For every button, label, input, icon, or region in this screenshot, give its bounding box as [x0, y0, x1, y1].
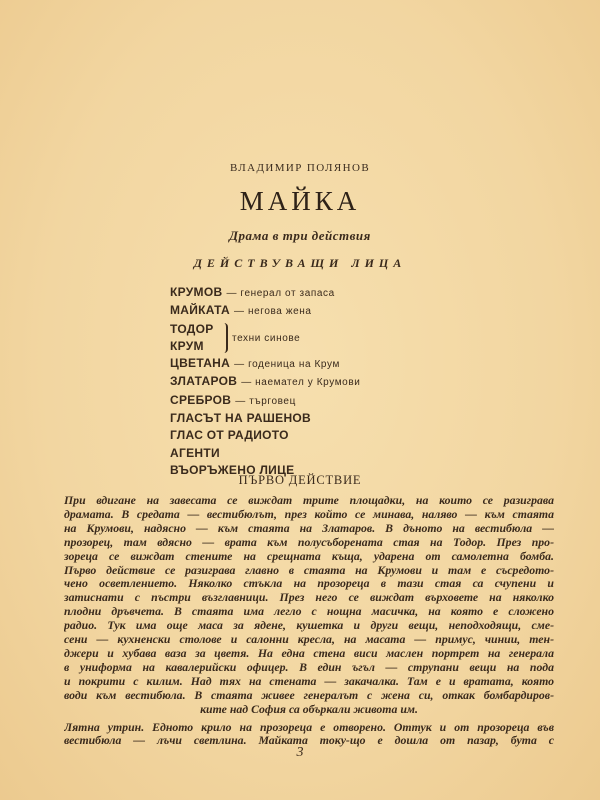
cast-list	[170, 284, 470, 479]
text-line: води към вестибюла. В стаята живее генералът с жена си, откак бомбардиров-	[64, 688, 554, 702]
cast-name: КРУМОВ	[170, 285, 223, 299]
text-line: радио. Тук има още маса за ядене, кушетка и други вещи, неподходящи, сме-	[64, 619, 554, 633]
brace-icon	[222, 323, 228, 353]
text-line: зореца се виждат стените на срещната къща, ударена от самолетна бомба.	[64, 549, 554, 563]
text-line: ките над София са объркали живота им.	[200, 702, 418, 716]
text-line: Първо действие се разиграва главно в стаята на Крумови и там е съсредото-	[64, 563, 554, 577]
stage-directions	[64, 494, 554, 748]
cast-name: СРЕБРОВ	[170, 392, 232, 407]
text-line: джери и хубава ваза за цветя. На една стена виси маслен портрет на генерала	[64, 646, 554, 660]
cast-item	[170, 410, 470, 427]
author-name: ВЛАДИМИР ПОЛЯНОВ	[229, 162, 371, 174]
cast-item	[170, 427, 470, 444]
page-number: 3	[296, 745, 304, 760]
cast-desc: — негова жена	[234, 306, 312, 318]
text-line: Лятна утрин. Едното крило на прозореца е отворено. Оттук и от прозореца във	[64, 720, 554, 734]
text-line: и покрити с килим. Над тях на стената — закачалка. Там е и вратата, която	[64, 674, 554, 688]
text-line: плодни дръвчета. В стаята има легло с нощна масичка, на която е сложено	[64, 605, 554, 619]
cast-name: КРУМ	[170, 338, 204, 353]
cast-item	[170, 392, 470, 410]
cast-group-sons	[170, 321, 470, 356]
text-line: При вдигане на завесата се виждат трите площадки, на които се разиграва	[64, 494, 554, 507]
act-heading: ПЪРВО ДЕЙСТВИЕ	[238, 473, 362, 487]
cast-name: ЗЛАТАРОВ	[170, 374, 238, 389]
cast-item	[170, 302, 470, 320]
cast-name: МАЙКАТА	[170, 303, 231, 318]
cast-item	[170, 284, 470, 302]
play-title: МАЙКА	[239, 186, 361, 216]
cast-desc: — наемател у Крумови	[241, 377, 361, 389]
cast-item	[170, 445, 470, 462]
cast-desc: — търговец	[235, 395, 296, 407]
cast-name: ГЛАС ОТ РАДИОТО	[170, 428, 289, 443]
text-line: сени — кухненски столове и салонни кресла, на масата — примус, чинии, тен-	[64, 633, 554, 647]
cast-name: ГЛАСЪТ НА РАШЕНОВ	[170, 411, 312, 426]
cast-name: ТОДОР	[170, 321, 214, 336]
cast-name: ЦВЕТАНА	[170, 356, 231, 371]
text-line: драмата. В средата — вестибюлът, през който се минава, наляво — към стаята	[64, 507, 554, 521]
text-line: вестибюла — лъчи светлина. Майката току-що е дошла от пазар, бута с	[64, 734, 554, 748]
cast-desc: — генерал от запаса	[226, 288, 335, 299]
text-line: в униформа на кавалерийски офицер. В един ъгъл — струпани вещи на пода	[64, 660, 554, 674]
cast-desc: — годеница на Крум	[234, 359, 340, 371]
cast-item	[170, 355, 470, 373]
text-line: на Крумови, надясно — към стаята на Златаров. В дъното на вестибюла —	[64, 521, 554, 535]
cast-name: АГЕНТИ	[170, 445, 220, 460]
text-line: затиснати с пъстри възглавници. През него се виждат върховете на няколко	[64, 591, 554, 605]
text-line: чено осветлението. Няколко стъкла на прозореца в тази стая са счупени и	[64, 577, 554, 591]
cast-heading: ДЕЙСТВУВАЩИ ЛИЦА	[193, 256, 407, 270]
cast-item	[170, 373, 470, 391]
play-subtitle: Драма в три действия	[229, 228, 371, 243]
cast-name: ВЪОРЪЖЕНО ЛИЦЕ	[170, 462, 295, 477]
cast-group-desc: техни синове	[232, 332, 301, 344]
text-line: прозорец, там вдясно — врата към полусъборената стая на Тодор. През про-	[64, 535, 554, 549]
